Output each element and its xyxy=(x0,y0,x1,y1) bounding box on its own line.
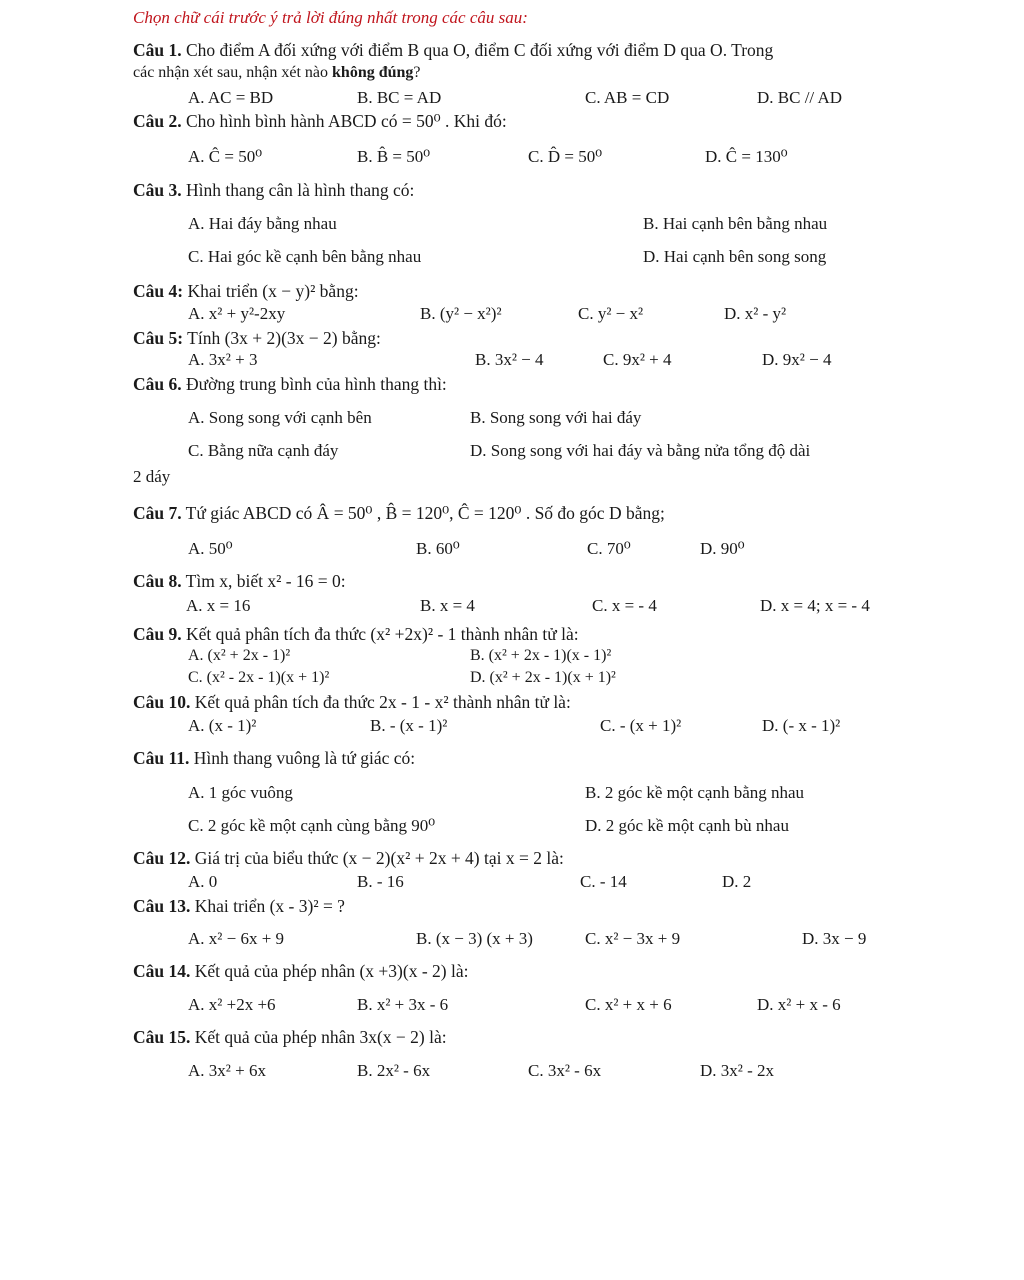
q15-option-c: C. 3x² - 6x xyxy=(528,1061,602,1080)
q9-option-b: B. (x² + 2x - 1)(x - 1)² xyxy=(470,647,612,664)
q12-option-d: D. 2 xyxy=(722,872,752,891)
question-8-label: Câu 8. xyxy=(133,571,182,591)
question-11-text: Hình thang vuông là tứ giác có: xyxy=(189,748,416,768)
q14-option-a: A. x² +2x +6 xyxy=(188,995,276,1014)
question-11-label: Câu 11. xyxy=(133,748,190,768)
q3-option-b: B. Hai cạnh bên bằng nhau xyxy=(643,214,828,233)
q7-option-c: C. 70⁰ xyxy=(587,539,631,558)
q6-option-a: A. Song song với cạnh bên xyxy=(188,408,372,427)
q8-option-d: D. x = 4; x = - 4 xyxy=(760,596,870,615)
question-10-label: Câu 10. xyxy=(133,692,191,712)
question-3-label: Câu 3. xyxy=(133,180,182,200)
q6-option-d: D. Song song với hai đáy và bằng nửa tổng độ dài xyxy=(470,441,811,460)
q13-option-d: D. 3x − 9 xyxy=(802,929,867,948)
q7-option-b: B. 60⁰ xyxy=(416,539,460,558)
question-2-text: Cho hình bình hành ABCD có = 50⁰ . Khi đó: xyxy=(181,111,507,131)
question-10 xyxy=(133,692,571,713)
question-12 xyxy=(133,848,564,869)
question-14-text: Kết quả của phép nhân (x +3)(x - 2) là: xyxy=(190,961,469,981)
question-1-line2 xyxy=(133,64,421,82)
q8-option-c: C. x = - 4 xyxy=(592,596,657,615)
q11-option-d: D. 2 góc kề một cạnh bù nhau xyxy=(585,816,789,835)
question-9-label: Câu 9. xyxy=(133,624,182,644)
q9-option-c: C. (x² - 2x - 1)(x + 1)² xyxy=(188,669,330,686)
question-15-label: Câu 15. xyxy=(133,1027,191,1047)
q6-option-c: C. Bằng nữa cạnh đáy xyxy=(188,441,339,460)
q10-option-d: D. (- x - 1)² xyxy=(762,716,841,735)
q15-option-a: A. 3x² + 6x xyxy=(188,1061,266,1080)
q11-option-a: A. 1 góc vuông xyxy=(188,783,293,802)
q1-option-b: B. BC = AD xyxy=(357,88,442,107)
q14-option-b: B. x² + 3x - 6 xyxy=(357,995,449,1014)
question-1-text-c: ? xyxy=(413,64,421,81)
question-12-text: Giá trị của biểu thức (x − 2)(x² + 2x + 4) tại x = 2 là: xyxy=(190,848,564,868)
question-13-text: Khai triển (x - 3)² = ? xyxy=(190,896,345,916)
question-11 xyxy=(133,748,415,769)
q13-option-c: C. x² − 3x + 9 xyxy=(585,929,681,948)
question-3 xyxy=(133,180,414,201)
instruction-header: Chọn chữ cái trước ý trả lời đúng nhất trong các câu sau: xyxy=(133,8,528,27)
question-1-emphasis: không đúng xyxy=(332,64,414,81)
question-5 xyxy=(133,328,381,349)
q6-option-b: B. Song song với hai đáy xyxy=(470,408,642,427)
q14-option-c: C. x² + x + 6 xyxy=(585,995,672,1014)
q5-option-c: C. 9x² + 4 xyxy=(603,350,672,369)
question-9 xyxy=(133,624,579,645)
question-14-label: Câu 14. xyxy=(133,961,191,981)
question-1 xyxy=(133,40,773,61)
q4-option-b: B. (y² − x²)² xyxy=(420,304,502,323)
question-13-label: Câu 13. xyxy=(133,896,191,916)
question-5-label: Câu 5: xyxy=(133,328,184,348)
question-6-text: Đường trung bình của hình thang thì: xyxy=(181,374,447,394)
question-1-text: Cho điểm A đối xứng với điểm B qua O, điểm C đối xứng với điểm D qua O. Trong xyxy=(181,40,774,60)
question-4 xyxy=(133,281,359,302)
q4-option-d: D. x² - y² xyxy=(724,304,787,323)
q9-option-a: A. (x² + 2x - 1)² xyxy=(188,647,291,664)
q12-option-c: C. - 14 xyxy=(580,872,627,891)
question-8-text: Tìm x, biết x² - 16 = 0: xyxy=(181,571,346,591)
question-6 xyxy=(133,374,447,395)
question-14 xyxy=(133,961,468,982)
question-1-label: Câu 1. xyxy=(133,40,182,60)
question-7-label: Câu 7. xyxy=(133,503,182,523)
question-2-label: Câu 2. xyxy=(133,111,182,131)
q3-option-d: D. Hai cạnh bên song song xyxy=(643,247,827,266)
q13-option-b: B. (x − 3) (x + 3) xyxy=(416,929,533,948)
q6-option-d-wrap: 2 dáy xyxy=(133,467,171,486)
q10-option-b: B. - (x - 1)² xyxy=(370,716,448,735)
question-6-label: Câu 6. xyxy=(133,374,182,394)
question-3-text: Hình thang cân là hình thang có: xyxy=(181,180,415,200)
q15-option-b: B. 2x² - 6x xyxy=(357,1061,431,1080)
question-13 xyxy=(133,896,345,917)
q3-option-c: C. Hai góc kề cạnh bên bằng nhau xyxy=(188,247,422,266)
q13-option-a: A. x² − 6x + 9 xyxy=(188,929,285,948)
question-15 xyxy=(133,1027,447,1048)
q8-option-b: B. x = 4 xyxy=(420,596,475,615)
question-4-text: Khai triển (x − y)² bằng: xyxy=(183,281,359,301)
q2-option-a: A. Ĉ = 50⁰ xyxy=(188,147,263,166)
question-1-text-b: các nhận xét sau, nhận xét nào xyxy=(133,64,333,81)
question-5-text: Tính (3x + 2)(3x − 2) bằng: xyxy=(183,328,381,348)
question-15-text: Kết quả của phép nhân 3x(x − 2) là: xyxy=(190,1027,447,1047)
q1-option-d: D. BC // AD xyxy=(757,88,843,107)
q1-option-c: C. AB = CD xyxy=(585,88,670,107)
q15-option-d: D. 3x² - 2x xyxy=(700,1061,775,1080)
q2-option-d: D. Ĉ = 130⁰ xyxy=(705,147,788,166)
question-4-label: Câu 4: xyxy=(133,281,184,301)
q8-option-a: A. x = 16 xyxy=(186,596,251,615)
q2-option-c: C. D̂ = 50⁰ xyxy=(528,147,603,166)
q4-option-c: C. y² − x² xyxy=(578,304,644,323)
q1-option-a: A. AC = BD xyxy=(188,88,274,107)
question-7 xyxy=(133,503,665,524)
question-12-label: Câu 12. xyxy=(133,848,191,868)
q3-option-a: A. Hai đáy bằng nhau xyxy=(188,214,337,233)
q14-option-d: D. x² + x - 6 xyxy=(757,995,841,1014)
q9-option-d: D. (x² + 2x - 1)(x + 1)² xyxy=(470,669,616,686)
q10-option-c: C. - (x + 1)² xyxy=(600,716,682,735)
q4-option-a: A. x² + y²-2xy xyxy=(188,304,286,323)
q11-option-c: C. 2 góc kề một cạnh cùng bằng 90⁰ xyxy=(188,816,436,835)
q11-option-b: B. 2 góc kề một cạnh bằng nhau xyxy=(585,783,805,802)
question-9-text: Kết quả phân tích đa thức (x² +2x)² - 1 thành nhân tử là: xyxy=(181,624,579,644)
question-7-text: Tứ giác ABCD có Â = 50⁰ , B̂ = 120⁰, Ĉ = 120⁰ . Số đo góc D bằng; xyxy=(181,503,665,523)
q2-option-b: B. B̂ = 50⁰ xyxy=(357,147,431,166)
q10-option-a: A. (x - 1)² xyxy=(188,716,257,735)
q5-option-d: D. 9x² − 4 xyxy=(762,350,832,369)
question-10-text: Kết quả phân tích đa thức 2x - 1 - x² thành nhân tử là: xyxy=(190,692,571,712)
question-8 xyxy=(133,571,346,592)
q12-option-a: A. 0 xyxy=(188,872,218,891)
question-2 xyxy=(133,111,507,132)
q7-option-a: A. 50⁰ xyxy=(188,539,233,558)
q5-option-b: B. 3x² − 4 xyxy=(475,350,544,369)
q12-option-b: B. - 16 xyxy=(357,872,404,891)
q5-option-a: A. 3x² + 3 xyxy=(188,350,258,369)
q7-option-d: D. 90⁰ xyxy=(700,539,745,558)
